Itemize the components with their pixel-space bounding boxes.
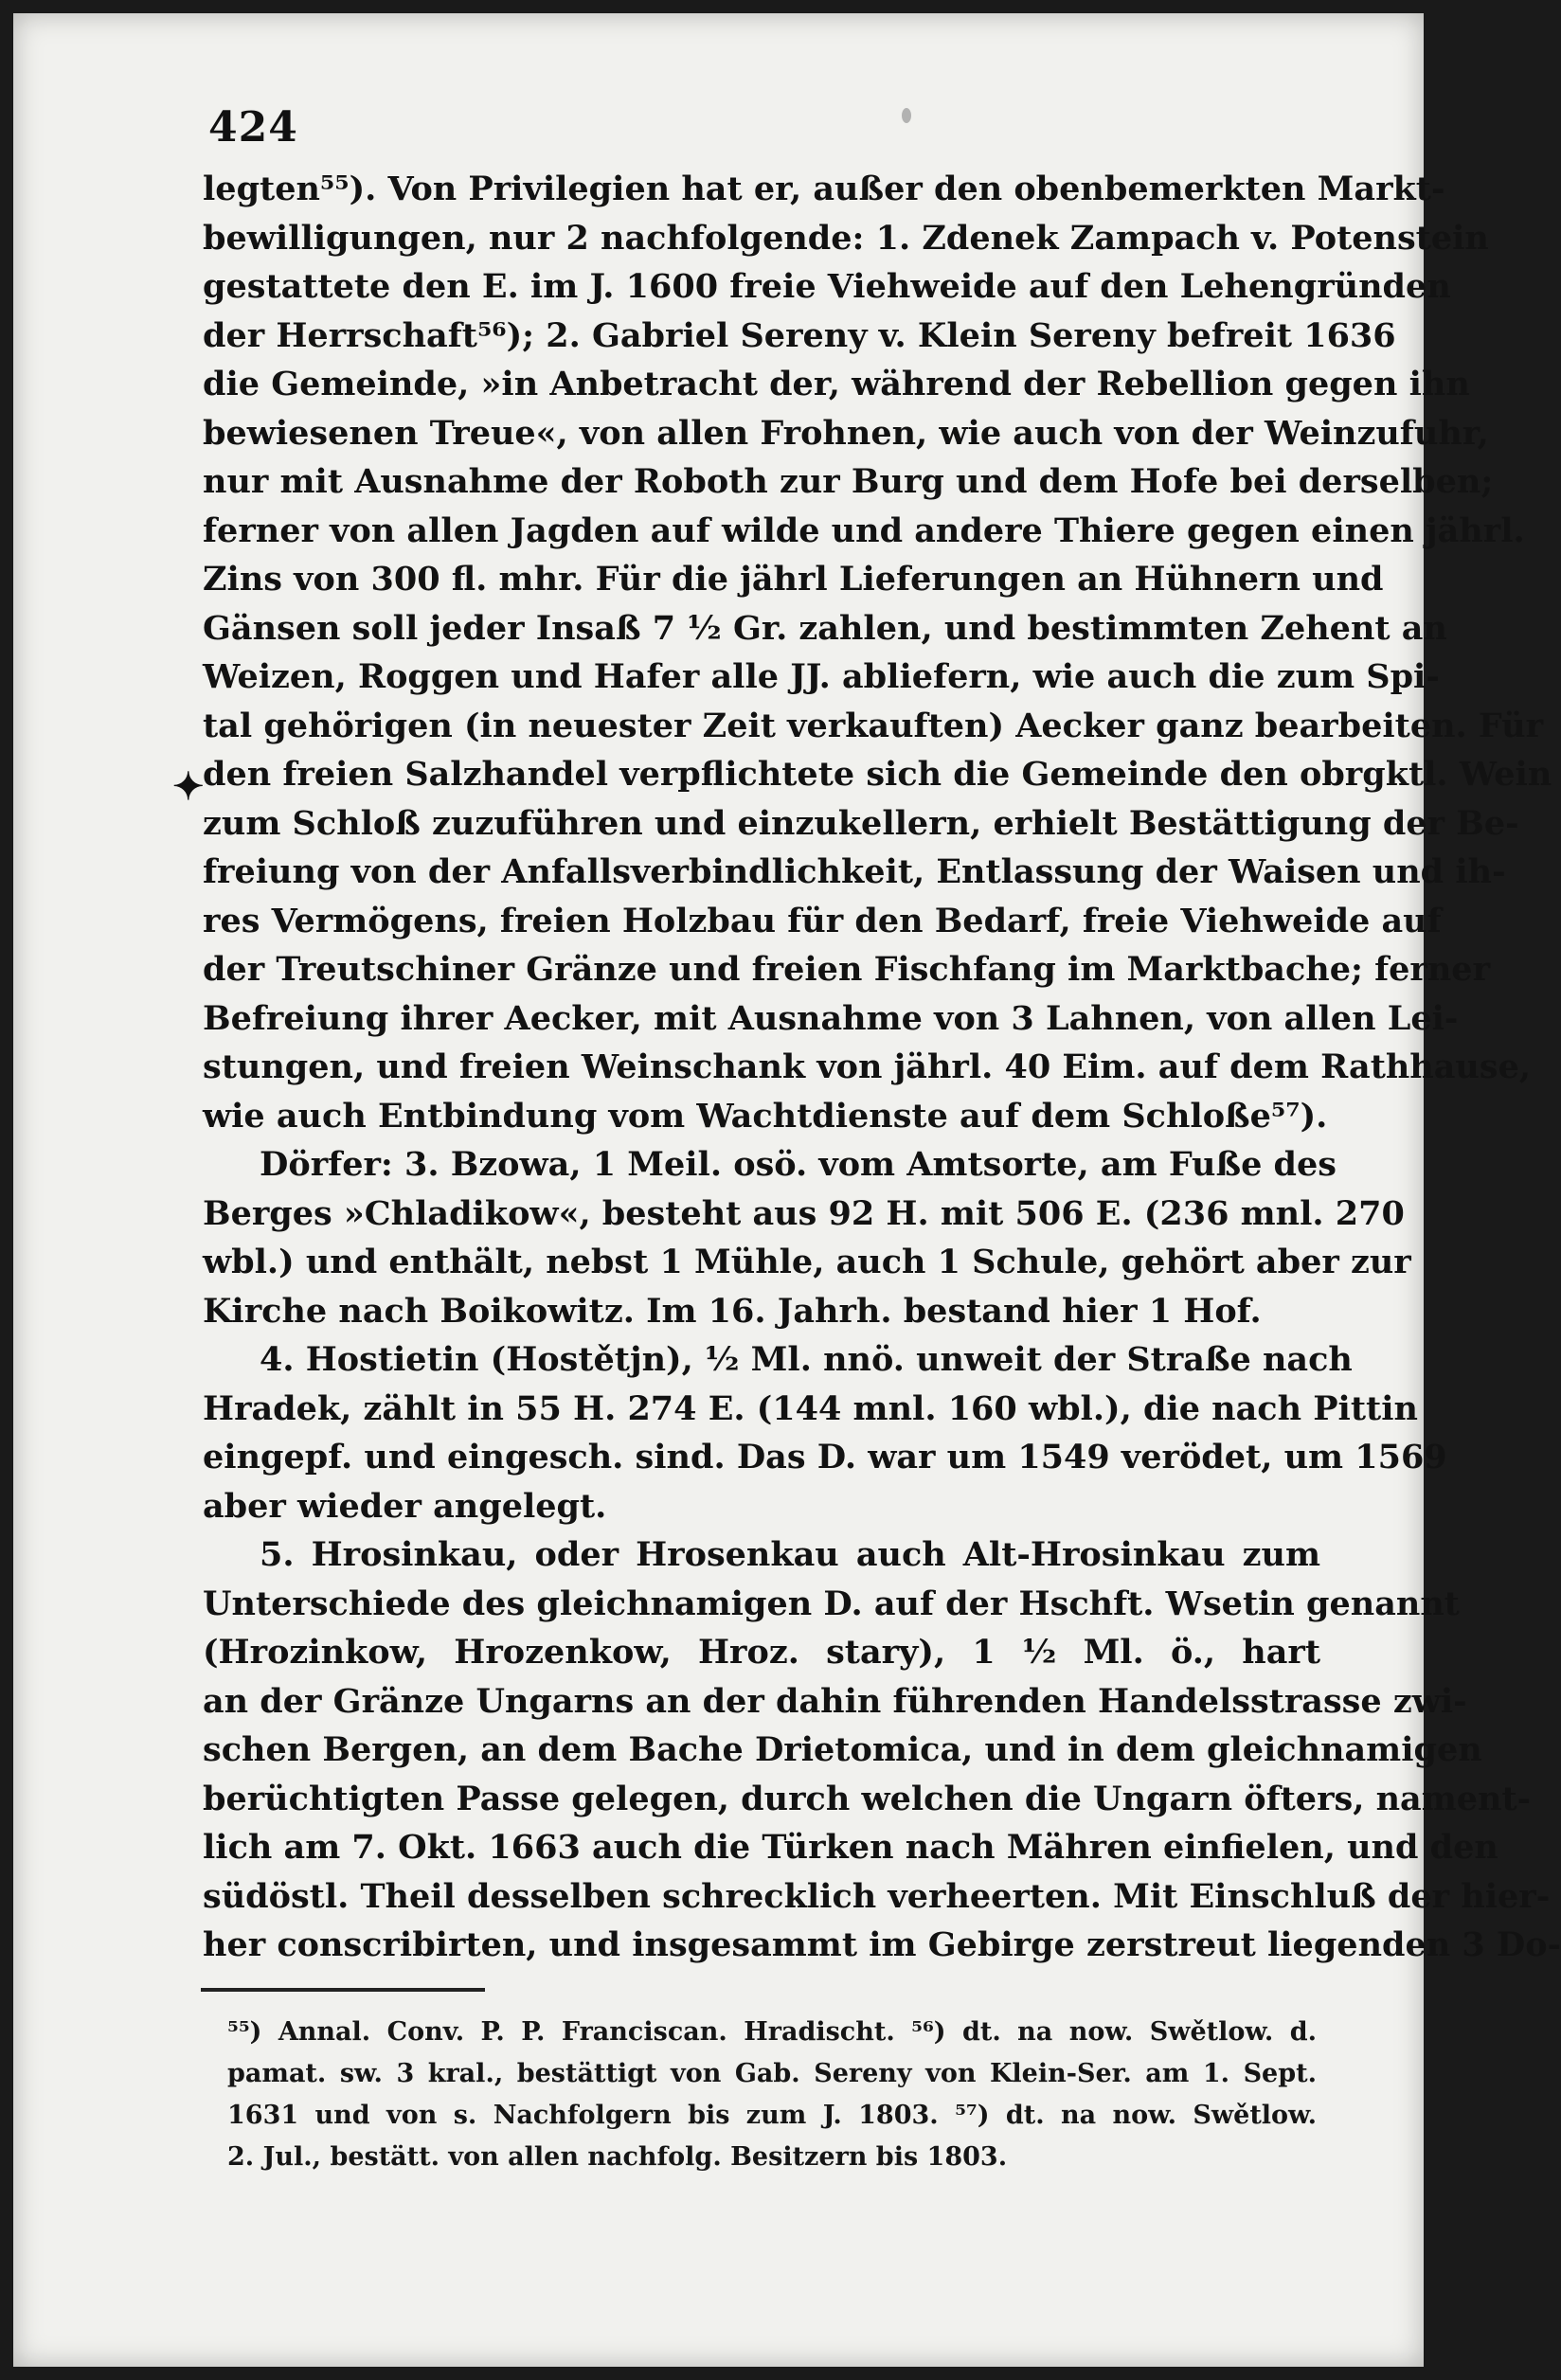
- text-line: den freien Salzhandel verpflichtete sich die Gemeinde den obrgktl. Wein: [203, 755, 1552, 794]
- paper-speck: [902, 108, 911, 123]
- text-line: (Hrozinkow, Hrozenkow, Hroz. stary), 1 ½ Ml. ö., hart: [203, 1633, 1320, 1672]
- text-line: tal gehörigen (in neuester Zeit verkauften) Aecker ganz bearbeiten. Für: [203, 706, 1544, 745]
- text-line: aber wieder angelegt.: [203, 1486, 607, 1526]
- text-line: der Treutschiner Gränze und freien Fischfang im Marktbache; ferner: [203, 950, 1491, 989]
- text-line: 5. Hrosinkau, oder Hrosenkau auch Alt-Hrosinkau zum: [260, 1535, 1320, 1574]
- text-line: Kirche nach Boikowitz. Im 16. Jahrh. bestand hier 1 Hof.: [203, 1291, 1262, 1331]
- text-line: stungen, und freien Weinschank von jährl. 40 Eim. auf dem Rathhause,: [203, 1047, 1532, 1086]
- text-line: legten⁵⁵). Von Privilegien hat er, außer den obenbemerkten Markt-: [203, 170, 1445, 208]
- text-line: res Vermögens, freien Holzbau für den Bedarf, freie Viehweide auf: [203, 901, 1442, 940]
- text-line: Unterschiede des gleichnamigen D. auf der Hschft. Wsetin genannt: [203, 1584, 1460, 1623]
- text-line: nur mit Ausnahme der Roboth zur Burg und dem Hofe bei derselben;: [203, 462, 1494, 501]
- footnote-line: 1631 und von s. Nachfolgern bis zum J. 1803. ⁵⁷) dt. na now. Swětlow.: [227, 2101, 1317, 2130]
- footnote-line: ⁵⁵) Annal. Conv. P. P. Franciscan. Hradischt. ⁵⁶) dt. na now. Swětlow. d.: [227, 2017, 1317, 2047]
- text-line: Hradek, zählt in 55 H. 274 E. (144 mnl. 160 wbl.), die nach Pittin: [203, 1388, 1418, 1428]
- text-line: 4. Hostietin (Hostětjn), ½ Ml. nnö. unweit der Straße nach: [260, 1340, 1353, 1379]
- document-page: [13, 13, 1561, 2367]
- text-line: Dörfer: 3. Bzowa, 1 Meil. osö. vom Amtsorte, am Fuße des: [260, 1145, 1337, 1184]
- text-line: freiung von der Anfallsverbindlichkeit, Entlassung der Waisen und ih-: [203, 852, 1506, 891]
- text-line: lich am 7. Okt. 1663 auch die Türken nach Mähren einfielen, und den: [203, 1828, 1498, 1867]
- text-line: bewiesenen Treue«, von allen Frohnen, wie auch von der Weinzufuhr,: [203, 413, 1489, 453]
- text-line: zum Schloß zuzuführen und einzukellern, erhielt Bestättigung der Be-: [203, 803, 1519, 843]
- text-line: der Herrschaft⁵⁶); 2. Gabriel Sereny v. Klein Sereny befreit 1636: [203, 315, 1396, 355]
- text-line: südöstl. Theil desselben schrecklich verheerten. Mit Einschluß der hier-: [203, 1876, 1551, 1916]
- text-line: Gänsen soll jeder Insaß 7 ½ Gr. zahlen, und bestimmten Zehent an: [203, 608, 1447, 648]
- body-text: [203, 165, 1561, 1970]
- text-line: gestattete den E. im J. 1600 freie Viehweide auf den Lehengründen: [203, 267, 1451, 306]
- text-line: wbl.) und enthält, nebst 1 Mühle, auch 1 Schule, gehört aber zur: [203, 1243, 1411, 1281]
- text-line: Berges »Chladikow«, besteht aus 92 H. mit 506 E. (236 mnl. 270: [203, 1193, 1405, 1233]
- page-number: 424: [208, 103, 298, 152]
- footnote-line: 2. Jul., bestätt. von allen nachfolg. Besitzern bis 1803.: [227, 2142, 1008, 2172]
- footnote-line: pamat. sw. 3 kral., bestättigt von Gab. Sereny von Klein-Ser. am 1. Sept.: [227, 2059, 1317, 2088]
- text-line: an der Gränze Ungarns an der dahin führenden Handelsstrasse zwi-: [203, 1681, 1467, 1721]
- text-line: eingepf. und eingesch. sind. Das D. war um 1549 verödet, um 1569: [203, 1438, 1447, 1476]
- footnote-divider: [201, 1988, 485, 1992]
- footnotes: [227, 2012, 1317, 2178]
- margin-mark: ✦: [172, 764, 205, 809]
- text-line: berüchtigten Passe gelegen, durch welchen die Ungarn öfters, nament-: [203, 1779, 1532, 1818]
- text-line: Zins von 300 fl. mhr. Für die jährl Lieferungen an Hühnern und: [203, 560, 1384, 599]
- text-line: die Gemeinde, »in Anbetracht der, während der Rebellion gegen ihn: [203, 365, 1470, 403]
- text-line: Weizen, Roggen und Hafer alle JJ. abliefern, wie auch die zum Spi-: [203, 657, 1440, 696]
- text-line: Befreiung ihrer Aecker, mit Ausnahme von 3 Lahnen, von allen Lei-: [203, 998, 1459, 1038]
- text-line: schen Bergen, an dem Bache Drietomica, und in dem gleichnamigen: [203, 1730, 1482, 1769]
- text-line: wie auch Entbindung vom Wachtdienste auf dem Schloße⁵⁷).: [203, 1096, 1328, 1136]
- text-line: ferner von allen Jagden auf wilde und andere Thiere gegen einen jährl.: [203, 510, 1525, 550]
- text-line: her conscribirten, und insgesammt im Gebirge zerstreut liegenden 3 Do-: [203, 1925, 1561, 1964]
- text-line: bewilligungen, nur 2 nachfolgende: 1. Zdenek Zampach v. Potenstein: [203, 218, 1489, 258]
